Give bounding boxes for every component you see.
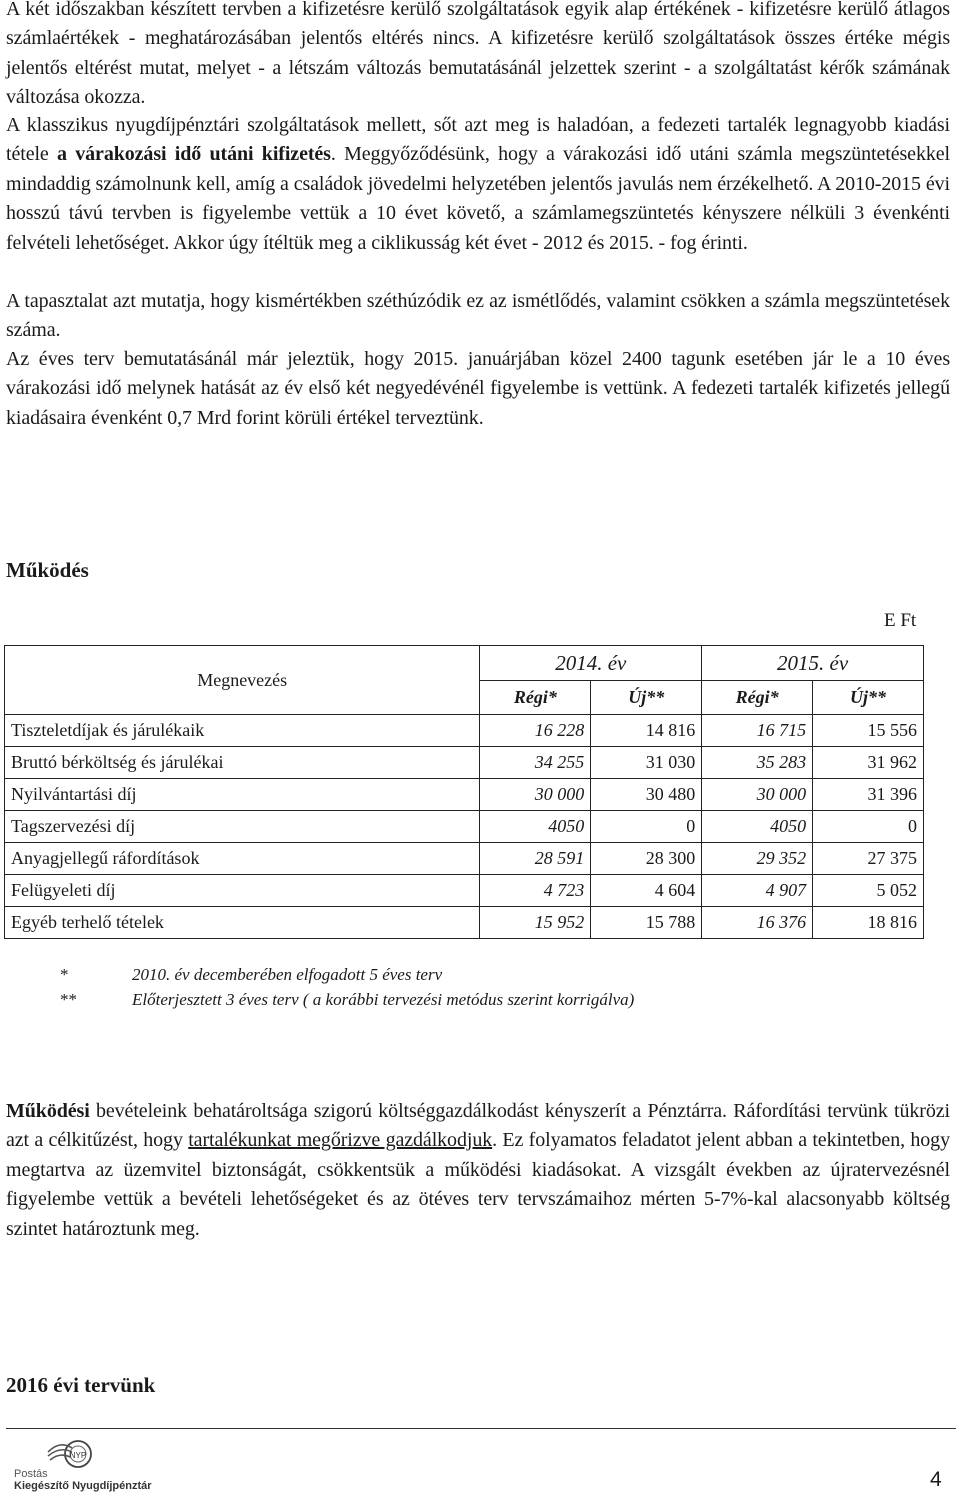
- cell-2014-old: 15 952: [480, 907, 591, 939]
- subheader-old-2015: Régi*: [702, 681, 813, 715]
- row-label: Tiszteletdíjak és járulékaik: [5, 715, 480, 747]
- section-heading-2016: 2016 évi tervünk: [6, 1373, 156, 1397]
- footnote-mark: *: [60, 965, 69, 984]
- subheader-new-2015: Új**: [813, 681, 924, 715]
- cell-2015-new: 27 375: [813, 843, 924, 875]
- paragraph-text: A klasszikus nyugdíjpénztári szolgáltatások mellett, sőt azt meg is haladóan, a fedezeti tartalék legnagyobb kiadási tétele: [6, 114, 950, 166]
- cell-2014-old: 28 591: [480, 843, 591, 875]
- cell-2014-new: 0: [591, 811, 702, 843]
- paragraph-text: bevételeink behatároltsága szigorú költséggazdálkodást kényszerít a Pénztárra. Ráfordítási tervünk tükrözi azt a célkitűzést, hogy: [6, 1100, 950, 1152]
- footer-divider: [6, 1428, 956, 1429]
- paragraph-text: . Meggyőződésünk, hogy a várakozási idő utáni számla megszüntetésekkel mindaddig számolnunk kell, amíg a családok jövedelmi helyzetében jelentős javulás nem érzékelhető. A 2010-2015 évi hosszú távú tervben is figyelembe vettük a 10 évet követő, a számlamegszüntetés kényszere nélküli 3 évenkénti felvételi lehetőséget. Akkor úgy ítéltük meg a ciklikusság két évet - 2012 és 2015. - fog érinti.: [6, 143, 950, 254]
- cell-2014-old: 30 000: [480, 779, 591, 811]
- cell-2015-old: 35 283: [702, 747, 813, 779]
- subheader-new-2014: Új**: [591, 681, 702, 715]
- footnote-text: Előterjesztett 3 éves terv ( a korábbi tervezési metódus szerint korrigálva): [132, 990, 635, 1009]
- cell-2015-old: 30 000: [702, 779, 813, 811]
- cell-2015-new: 15 556: [813, 715, 924, 747]
- row-label: Felügyeleti díj: [5, 875, 480, 907]
- table-row: [5, 715, 924, 747]
- cell-2014-old: 34 255: [480, 747, 591, 779]
- paragraph-operations: [6, 1097, 950, 1244]
- cell-2015-old: 4050: [702, 811, 813, 843]
- cell-2014-old: 4050: [480, 811, 591, 843]
- logo-text-fund-name: Kiegészítő Nyugdíjpénztár: [14, 1480, 152, 1492]
- row-label: Bruttó bérköltség és járulékai: [5, 747, 480, 779]
- row-label: Anyagjellegű ráfordítások: [5, 843, 480, 875]
- unit-label: E Ft: [884, 610, 917, 631]
- footnote-mark: **: [60, 990, 77, 1009]
- cell-2014-old: 4 723: [480, 875, 591, 907]
- cell-2014-new: 4 604: [591, 875, 702, 907]
- cell-2015-old: 29 352: [702, 843, 813, 875]
- section-heading-mukodes: Működés: [6, 558, 89, 582]
- logo-text-postas: Postás: [14, 1468, 48, 1480]
- cell-2015-old: 4 907: [702, 875, 813, 907]
- paragraph-experience: A tapasztalat azt mutatja, hogy kismértékben széthúzódik ez az ismétlődés, valamint csökken a számla megszüntetések száma.: [6, 290, 950, 342]
- cell-2014-new: 28 300: [591, 843, 702, 875]
- cell-2015-new: 18 816: [813, 907, 924, 939]
- cell-2015-new: 0: [813, 811, 924, 843]
- footnote-text: 2010. év decemberében elfogadott 5 éves terv: [132, 965, 443, 984]
- paragraph-service-values: A két időszakban készített tervben a kifizetésre kerülő szolgáltatások egyik alap értékének - kifizetésre kerülő átlagos számlaértékek - meghatározásában jelentős eltérés nincs. A kifizetésre kerülő szolgáltatások összes értéke mégis jelentős eltérést mutat, melyet - a létszám változás bemutatásánál jelzettek szerint - a szolgáltatást kérők számának változása okozza.: [6, 0, 950, 109]
- cell-2014-new: 15 788: [591, 907, 702, 939]
- table-row: [5, 907, 924, 939]
- table-row: [5, 811, 924, 843]
- cell-2015-old: 16 715: [702, 715, 813, 747]
- underlined-phrase: tartalékunkat megőrizve gazdálkodjuk: [188, 1129, 493, 1152]
- budget-table: [4, 645, 924, 939]
- table-row: [5, 843, 924, 875]
- cell-2015-new: 31 396: [813, 779, 924, 811]
- column-header-year-2014: 2014. év: [480, 646, 702, 681]
- bold-phrase: Működési: [6, 1100, 90, 1122]
- subheader-old-2014: Régi*: [480, 681, 591, 715]
- table-row: [5, 875, 924, 907]
- row-label: Tagszervezési díj: [5, 811, 480, 843]
- page-number: 4: [930, 1468, 942, 1491]
- table-row: [5, 747, 924, 779]
- footnote: [60, 962, 634, 987]
- cell-2015-new: 31 962: [813, 747, 924, 779]
- cell-2014-new: 14 816: [591, 715, 702, 747]
- table-footnotes: [60, 962, 634, 1012]
- footnote: [60, 987, 634, 1012]
- cell-2015-old: 16 376: [702, 907, 813, 939]
- column-header-year-2015: 2015. év: [702, 646, 924, 681]
- logo-mark-text: NYP: [69, 1451, 87, 1460]
- cell-2014-new: 31 030: [591, 747, 702, 779]
- cell-2014-old: 16 228: [480, 715, 591, 747]
- column-header-name: Megnevezés: [5, 646, 480, 715]
- cell-2015-new: 5 052: [813, 875, 924, 907]
- bold-phrase: a várakozási idő utáni kifizetés: [57, 143, 331, 166]
- row-label: Nyilvántartási díj: [5, 779, 480, 811]
- table-row: [5, 779, 924, 811]
- paragraph-annual-plan: Az éves terv bemutatásánál már jeleztük, hogy 2015. januárjában közel 2400 tagunk esetében jár le a 10 éves várakozási idő melynek hatását az év első két negyedévénél figyelembe is vettünk. A fedezeti tartalék kifizetés jellegű kiadásaira évenként 0,7 Mrd forint körüli értékel terveztünk.: [6, 348, 950, 429]
- table-header-row: [5, 646, 924, 681]
- paragraph-text: . Ez folyamatos feladatot jelent abban a tekintetben, hogy megtartva az üzemvitel biztonságát, csökkentsük a működési kiadásokat. A vizsgált években az újratervezésnél figyelembe vettük a bevételi lehetőségeket és az ötéves terv tervszámaihoz mérten 5-7%-kal alacsonyabb költség szintet határoztunk meg.: [6, 1129, 950, 1240]
- row-label: Egyéb terhelő tételek: [5, 907, 480, 939]
- cell-2014-new: 30 480: [591, 779, 702, 811]
- paragraph-waiting-period: [6, 111, 950, 258]
